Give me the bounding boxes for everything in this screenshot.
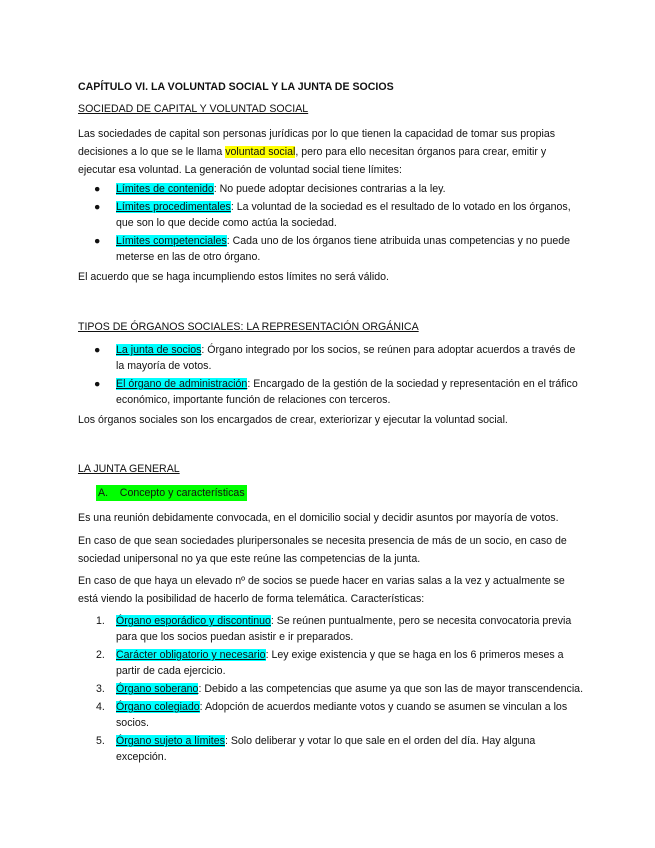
term-highlight: Órgano sujeto a límites xyxy=(116,735,225,747)
section-heading-junta: LA JUNTA GENERAL xyxy=(78,463,180,475)
subheading-concepto xyxy=(78,484,601,502)
term-highlight: Órgano esporádico y discontinuo xyxy=(116,615,271,627)
item-text: : La voluntad de la sociedad es el resultado de lo votado en los órganos, que son lo que decide como actúa la sociedad. xyxy=(116,201,571,229)
list-item xyxy=(78,181,583,197)
characteristics-list xyxy=(78,613,583,765)
intro-text-b: , pero para ello necesitan órganos para crear, emitir y ejecutar esa voluntad. La generación de voluntad social tiene límites: xyxy=(78,146,547,176)
term-highlight: La junta de socios xyxy=(116,344,202,356)
term-highlight: Órgano soberano xyxy=(116,683,199,695)
item-text: : Adopción de acuerdos mediante votos y cuando se asumen se vinculan a los socios. xyxy=(116,701,568,729)
bullet-icon: ● xyxy=(94,378,101,390)
list-item xyxy=(78,647,583,679)
item-number: 2. xyxy=(96,649,105,661)
term-highlight: Órgano colegiado xyxy=(116,701,200,713)
chapter-title: CAPÍTULO VI. LA VOLUNTAD SOCIAL Y LA JUNTA DE SOCIOS xyxy=(78,81,394,93)
paragraph-intro xyxy=(78,125,583,179)
bullet-icon: ● xyxy=(94,183,101,195)
organs-list xyxy=(78,342,583,408)
limits-list xyxy=(78,181,583,265)
paragraph-organs-closing: Los órganos sociales son los encargados de crear, exteriorizar y ejecutar la voluntad social. xyxy=(78,414,508,426)
section-heading-capital: SOCIEDAD DE CAPITAL Y VOLUNTAD SOCIAL xyxy=(78,103,309,115)
paragraph-pluripersonales: En caso de que sean sociedades pluripersonales se necesita presencia de más de un socio, en caso de sociedad unipersonal no ya que este reúne las competencias de la junta. xyxy=(78,535,567,565)
item-text: : Debido a las competencias que asume ya que son las de mayor transcendencia. xyxy=(198,683,584,695)
paragraph-telematica: En caso de que haya un elevado nº de socios se puede hacer en varias salas a la vez y actualmente se está viendo la posibilidad de hacerlo de forma telemática. Características: xyxy=(78,575,565,605)
paragraph-definition: Es una reunión debidamente convocada, en el domicilio social y decidir asuntos por mayoría de votos. xyxy=(78,512,559,524)
section-heading-organos: TIPOS DE ÓRGANOS SOCIALES: LA REPRESENTACIÓN ORGÁNICA xyxy=(78,321,419,333)
subheading-marker: A. xyxy=(98,487,109,499)
list-item xyxy=(78,681,583,697)
item-number: 5. xyxy=(96,735,105,747)
item-number: 4. xyxy=(96,701,105,713)
highlight-voluntad-social: voluntad social xyxy=(225,146,296,158)
item-text: : Encargado de la gestión de la sociedad y representación en el tráfico económico, importante función de relaciones con terceros. xyxy=(116,378,578,406)
term-highlight: Límites de contenido xyxy=(116,183,214,195)
bullet-icon: ● xyxy=(94,201,101,213)
term-highlight: Límites competenciales xyxy=(116,235,227,247)
list-item xyxy=(78,699,583,731)
item-text: : Se reúnen puntualmente, pero se necesita convocatoria previa para que los socios puedan asistir e ir preparados. xyxy=(116,615,572,643)
item-text: : Cada uno de los órganos tiene atribuida unas competencias y no puede meterse en las de otro órgano. xyxy=(116,235,571,263)
item-number: 3. xyxy=(96,683,105,695)
list-item xyxy=(78,376,583,408)
intro-text-a: Las sociedades de capital son personas jurídicas por lo que tienen la capacidad de tomar sus propias decisiones a lo que se le llama xyxy=(78,128,556,158)
bullet-icon: ● xyxy=(94,235,101,247)
bullet-icon: ● xyxy=(94,344,101,356)
list-item xyxy=(78,733,583,765)
item-text: : Órgano integrado por los socios, se reúnen para adoptar acuerdos a través de la mayoría de votos. xyxy=(116,344,576,372)
item-text: : Ley exige existencia y que se haga en los 6 primeros meses a partir de cada ejercicio. xyxy=(116,649,564,677)
term-highlight: El órgano de administración xyxy=(116,378,248,390)
item-number: 1. xyxy=(96,615,105,627)
list-item xyxy=(78,613,583,645)
paragraph-limits-closing: El acuerdo que se haga incumpliendo estos límites no será válido. xyxy=(78,271,389,283)
list-item xyxy=(78,342,583,374)
item-text: : Solo deliberar y votar lo que sale en el orden del día. Hay alguna excepción. xyxy=(116,735,536,763)
item-text: : No puede adoptar decisiones contrarias a la ley. xyxy=(213,183,446,195)
subheading-title: Concepto y características xyxy=(119,487,245,499)
term-highlight: Límites procedimentales xyxy=(116,201,231,213)
list-item xyxy=(78,199,583,231)
term-highlight: Carácter obligatorio y necesario xyxy=(116,649,266,661)
list-item xyxy=(78,233,583,265)
